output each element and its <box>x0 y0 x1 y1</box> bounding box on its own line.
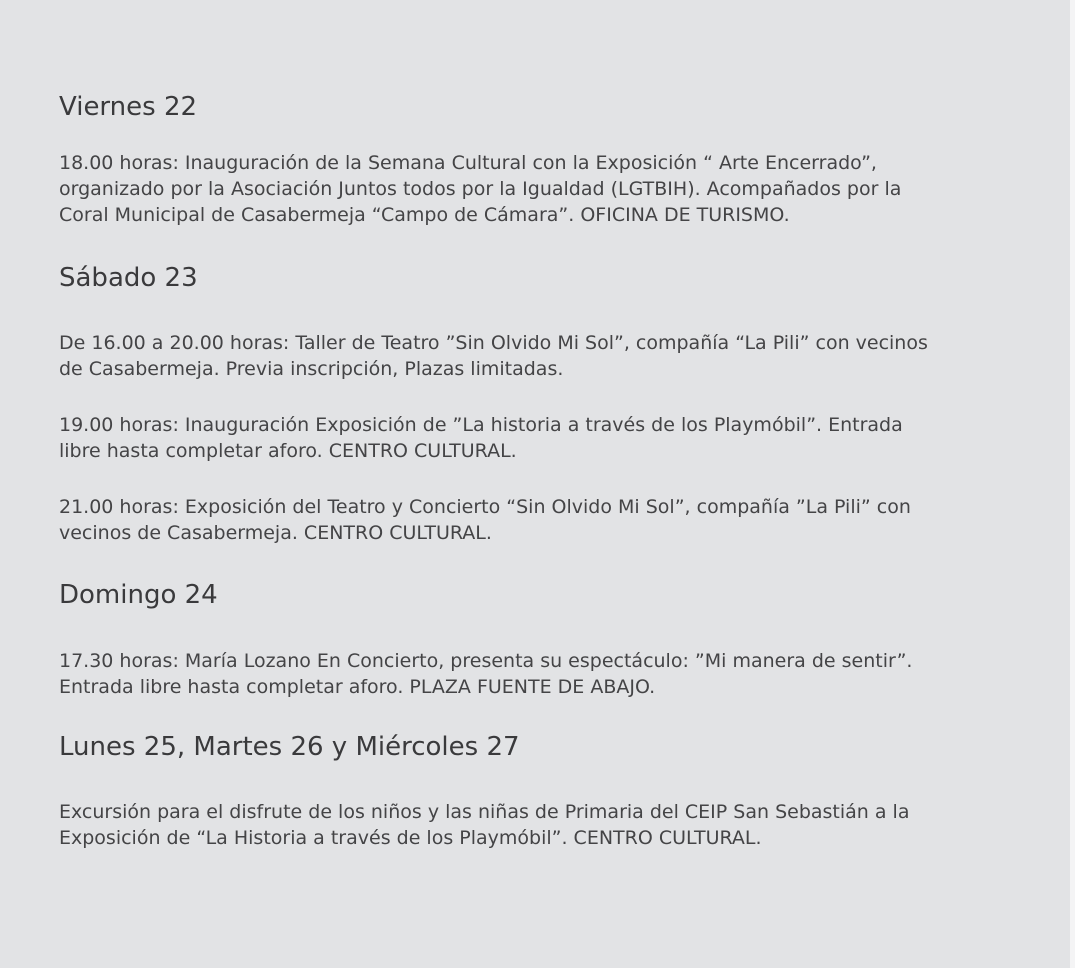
day-heading-domingo: Domingo 24 <box>59 580 218 610</box>
event-line: organizado por la Asociación Juntos todos por la Igualdad (LGTBIH). Acompañados por la <box>59 178 902 200</box>
event-paragraph <box>59 412 903 464</box>
event-line: 17.30 horas: María Lozano En Concierto, presenta su espectáculo: ”Mi manera de sentir”. <box>59 650 913 672</box>
event-paragraph <box>59 799 909 851</box>
event-line: 21.00 horas: Exposición del Teatro y Concierto “Sin Olvido Mi Sol”, compañía ”La Pili” con <box>59 496 911 518</box>
event-line: Exposición de “La Historia a través de los Playmóbil”. CENTRO CULTURAL. <box>59 827 762 849</box>
day-heading-lunes-martes-miercoles: Lunes 25, Martes 26 y Miércoles 27 <box>59 732 520 762</box>
event-line: Coral Municipal de Casabermeja “Campo de Cámara”. OFICINA DE TURISMO. <box>59 204 790 226</box>
event-line: Entrada libre hasta completar aforo. PLAZA FUENTE DE ABAJO. <box>59 676 656 698</box>
event-line: 19.00 horas: Inauguración Exposición de ”La historia a través de los Playmóbil”. Entrada <box>59 414 903 436</box>
event-line: de Casabermeja. Previa inscripción, Plazas limitadas. <box>59 358 564 380</box>
page-edge <box>1070 0 1075 968</box>
day-heading-viernes: Viernes 22 <box>59 92 198 122</box>
event-paragraph <box>59 494 911 546</box>
event-line: Excursión para el disfrute de los niños y las niñas de Primaria del CEIP San Sebastián a la <box>59 801 910 823</box>
event-line: vecinos de Casabermeja. CENTRO CULTURAL. <box>59 522 492 544</box>
event-paragraph <box>59 648 912 700</box>
event-paragraph <box>59 150 901 228</box>
event-line: De 16.00 a 20.00 horas: Taller de Teatro ”Sin Olvido Mi Sol”, compañía “La Pili” con vecinos <box>59 332 928 354</box>
event-paragraph <box>59 330 928 382</box>
event-line: libre hasta completar aforo. CENTRO CULTURAL. <box>59 440 517 462</box>
day-heading-sabado: Sábado 23 <box>59 263 198 293</box>
event-line: 18.00 horas: Inauguración de la Semana Cultural con la Exposición “ Arte Encerrado”, <box>59 152 877 174</box>
